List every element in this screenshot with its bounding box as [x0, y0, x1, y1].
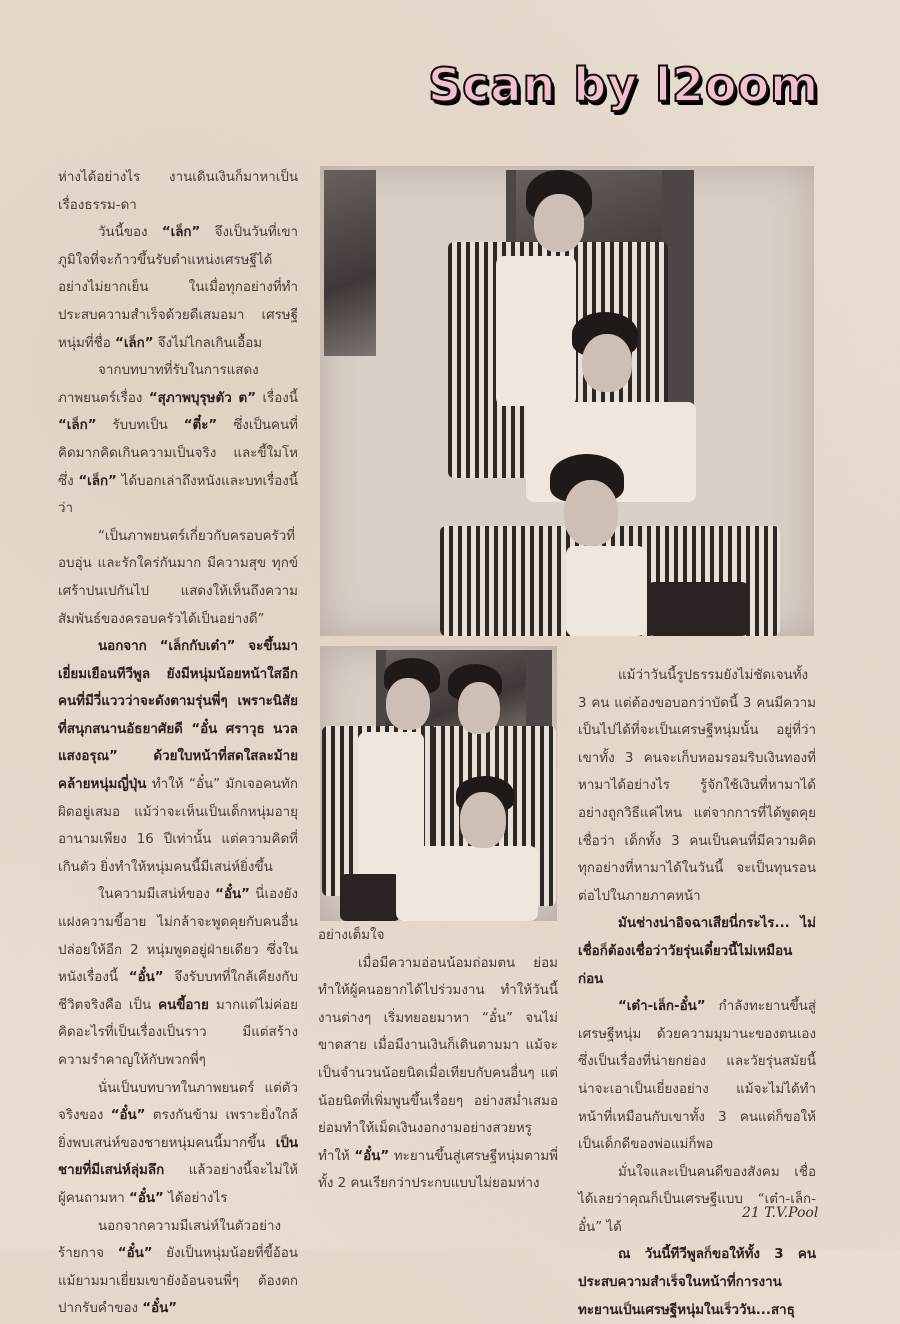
- article-paragraph: [58, 164, 298, 219]
- article-paragraph: [58, 633, 298, 881]
- article-paragraph: [578, 993, 816, 1159]
- emphasized-text: นอกจาก “เล็กกับเต๋า” จะขึ้นมาเยี่ยมเยือนทีวีพูล ยังมีหนุ่มน้อยหน้าใสอีกคนที่มีวี่แววว่าจะดังตามรุ่นพี่ๆ เพราะนิสัยที่สนุกสนานอัธยาศัยดี “อั๋น ศราวุธ นวลแสงอรุณ” ด้วยใบหน้าที่สดใสละม้ายคล้ายหนุ่มญี่ปุ่น: [58, 639, 298, 793]
- emphasized-text: “อั๋น”: [110, 1108, 146, 1124]
- body-text: นั่นเป็นบทบาทในภาพยนตร์ แต่ตัวจริงของ: [58, 1080, 298, 1124]
- face: [534, 194, 584, 252]
- page-footer: [742, 1205, 818, 1221]
- page-number: 21: [742, 1205, 760, 1221]
- emphasized-text: คนขี้อาย: [158, 997, 209, 1013]
- face: [460, 792, 506, 848]
- emphasized-text: “อั๋น”: [128, 970, 164, 986]
- painting-left: [324, 170, 376, 356]
- shirt: [496, 256, 576, 406]
- article-paragraph: [578, 1159, 819, 1242]
- shirt: [566, 546, 646, 636]
- body-text: มั่นใจและเป็นคนดีของสังคม เชื่อได้เลยว่าคุณก็เป็นเศรษฐีแบบ “เต๋า-เล็ก-อั๋น” ได้: [578, 1164, 816, 1235]
- dark-pants: [648, 582, 748, 636]
- article-paragraph: [318, 922, 558, 950]
- article-paragraph: [578, 662, 816, 910]
- shirt: [396, 846, 538, 921]
- article-paragraph: [58, 219, 298, 357]
- photo-three-young-men-top: [320, 166, 814, 636]
- dark-pants: [340, 874, 400, 921]
- body-text: ทะยานขึ้นสู่เศรษฐีหนุ่มตามพี่ทั้ง 2 คนเรียกว่าประกบแบบไม่ยอมห่าง: [318, 1148, 558, 1192]
- emphasized-text: “อั๋น”: [354, 1148, 390, 1164]
- emphasized-text: มันช่างน่าอิจฉาเสียนี่กระไร... ไม่เชื่อก็ต้องเชื่อว่าวัยรุ่นเดี๋ยวนี้ไม่เหมือนก่อน: [578, 916, 816, 987]
- article-paragraph: [58, 1075, 298, 1213]
- emphasized-text: ณ วันนี้ทีวีพูลก็ขอให้ทั้ง 3 คนประสบความสำเร็จในหน้าที่การงาน ทะยานเป็นเศรษฐีหนุ่มในเร็ววัน...สาธุ: [578, 1247, 816, 1318]
- body-text: จึงไม่ไกลเกินเอื้อม: [153, 335, 263, 351]
- face: [386, 678, 430, 730]
- body-text: ห่างได้อย่างไร งานเดินเงินก็มาหาเป็นเรื่องธรรม-ดา: [58, 170, 298, 213]
- face: [582, 334, 632, 392]
- article-paragraph: [578, 910, 816, 993]
- body-text: รับบทเป็น: [96, 418, 184, 434]
- body-text: ได้บอกเล่าถึงหนังและบทเรื่องนี้ว่า: [58, 473, 298, 517]
- article-column-left: [58, 164, 298, 1323]
- body-text: มากแต่ไม่ค่อยคิดอะไรที่เป็นเรื่องเป็นราว มีแต่สร้างความรำคาญให้กับพวกพี่ๆ: [58, 997, 299, 1068]
- body-text: เรื่องนี้: [256, 390, 298, 406]
- body-text: ซึ่งเป็นคนที่คิดมากคิดเกินความเป็นจริง และขี้ใมโหซึ่ง: [58, 418, 298, 489]
- emphasized-text: “เล็ก”: [58, 418, 97, 434]
- face: [458, 682, 500, 734]
- body-text: จึงรับบทที่ใกล้เคียงกับชีวิตจริงคือ เป็น: [58, 970, 298, 1013]
- body-text: กำลังทะยานขึ้นสู่เศรษฐีหนุ่ม ด้วยความมุมานะของตนเองซึ่งเป็นเรื่องที่น่ายกย่อง และวัยรุ่นสมัยนี้น่าจะเอาเป็นเยี่ยงอย่าง แม้จะไม่ได้ทำหน้าที่เหมือนกับเขาทั้ง 3 คนแต่ก็ขอให้เป็นเด็กดีของพ่อแม่ก็พอ: [578, 999, 816, 1153]
- body-text: จึงเป็นวันที่เขาภูมิใจที่จะก้าวขึ้นรับตำแหน่งเศรษฐีได้อย่างไม่ยากเย็น ในเมื่อทุกอย่างที่ทำ ประสบความสำเร็จด้วยดีเสมอมา เศรษฐีหนุ่มที่ชื่อ: [58, 225, 298, 351]
- emphasized-text: “เล็ก”: [115, 335, 154, 351]
- body-text: ยังเป็นหนุ่มน้อยที่ขี้อ้อน แม้ยามมาเยี่ยมเขายังอ้อนจนพี่ๆ ต้องตกปากรับคำของ: [58, 1246, 298, 1317]
- body-text: อย่างเต็มใจ: [318, 928, 385, 943]
- article-paragraph: [578, 1241, 816, 1324]
- emphasized-text: “ตี๋ะ”: [183, 418, 218, 434]
- article-paragraph: [58, 1213, 298, 1323]
- body-text: “เป็นภาพยนตร์เกี่ยวกับครอบครัวที่อบอุ่น และรักใคร่กันมาก มีความสุข ทุกข์ เศร้าปนเปกันไป แสดงให้เห็นถึงความสัมพันธ์ของครอบครัวได้เป็นอย่างดี”: [58, 528, 298, 627]
- article-paragraph: [58, 357, 298, 523]
- scan-watermark: Scan by l2oom: [428, 58, 820, 112]
- emphasized-text: “อั๋น”: [142, 1301, 178, 1317]
- article-column-right: [578, 662, 819, 1324]
- body-text: ในความมีเสน่ห์ของ: [98, 887, 216, 903]
- body-text: แล้วอย่างนี้จะไม่ให้ผู้คนถามหา: [58, 1163, 298, 1206]
- emphasized-text: “เล็ก”: [161, 225, 201, 241]
- emphasized-text: “อั๋น”: [129, 1190, 164, 1206]
- face: [564, 480, 618, 546]
- emphasized-text: “สุภาพบุรุษตัว ต”: [148, 390, 257, 406]
- body-text: ตรงกันข้าม เพราะยิ่งใกล้ยิ่งพบเสน่ห์ของชายหนุ่มคนนี้มากขึ้น: [58, 1108, 298, 1151]
- emphasized-text: “อั๋น”: [117, 1246, 153, 1262]
- body-text: นี่เองยังแฝงความขี้อาย ไม่กล้าจะพูดคุยกับคนอื่น ปล่อยให้อีก 2 หนุ่มพูดอยู่ฝ่ายเดียว ซึ่งในหนังเรื่องนี้: [58, 887, 298, 986]
- body-text: จากบทบาทที่รับในการแสดงภาพยนตร์เรื่อง: [58, 363, 259, 406]
- article-column-middle: [318, 922, 558, 1198]
- emphasized-text: “เต๋า-เล็ก-อั๋น”: [618, 999, 706, 1015]
- body-text: แม้ว่าวันนี้รูปธรรมยังไม่ชัดเจนทั้ง 3 คน แต่ต้องขอบอกว่าบัดนี้ 3 คนมีความเป็นไปได้ที่จะเป็นเศรษฐีหนุ่มนั้น อยู่ที่ว่าเขาทั้ง 3 คนจะเก็บหอมรอมริบเงินทองที่หามาได้อย่างไร รู้จักใช้เงินที่หามาได้อย่างถูกวิธีแค่ไหน แต่จากการที่ได้พูดคุยเชื่อว่า เด็กทั้ง 3 คนเป็นคนที่มีความคิด ทุกอย่างที่หามาได้ในวันนี้ จะเป็นทุนรอนต่อไปในภายภาคหน้า: [578, 668, 816, 904]
- article-paragraph: [58, 881, 298, 1074]
- emphasized-text: เป็นชายที่มีเสน่ห์ลุ่มลึก: [58, 1135, 298, 1179]
- article-paragraph: [318, 950, 558, 1198]
- photo-three-young-men-bottom: [320, 646, 557, 921]
- body-text: ได้อย่างไร: [163, 1190, 228, 1206]
- emphasized-text: “เล็ก”: [78, 473, 117, 489]
- body-text: นอกจากความมีเสน่ห์ในตัวอย่างร้ายกาจ: [58, 1218, 282, 1262]
- body-text: วันนี้ของ: [98, 225, 162, 241]
- article-paragraph: [58, 523, 298, 633]
- body-text: เมื่อมีความอ่อนน้อมถ่อมตน ย่อมทำให้ผู้คนอยากได้ไปร่วมงาน ทำให้วันนี้งานต่างๆ เริ่มทยอยมาหา “อั๋น” จนไม่ขาดสาย เมื่อมีงานเงินก็เดินตามมา แม้จะเป็นจำนวนน้อยนิดเมื่อเทียบกับคนอื่นๆ แต่น้อยนิดที่เพิ่มพูนขึ้นเรื่อยๆ อย่างสม่ำเสมอ ย่อมทำให้เม็ดเงินงอกงามอย่างสวยหรู ทำให้: [318, 955, 558, 1164]
- publication-name: T.V.Pool: [764, 1205, 819, 1221]
- body-text: ทำให้ “อั๋น” มักเจอคนทักผิดอยู่เสมอ แม้ว่าจะเห็นเป็นเด็กหนุ่มอายุอานามเพียง 16 ปีเท่านั้น แต่ความคิดที่เกินตัว ยิ่งทำให้หนุ่มคนนี้มีเสน่ห์ยิ่งขึ้น: [58, 777, 298, 875]
- emphasized-text: “อั๋น”: [215, 887, 250, 903]
